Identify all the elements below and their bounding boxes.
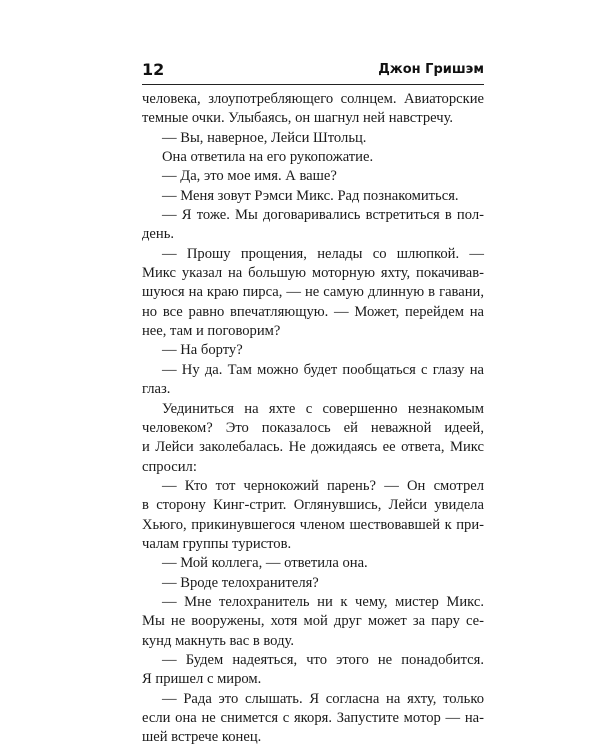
header-rule bbox=[142, 84, 484, 85]
text-line: Хьюго, прикинувшегося членом шествовавшей к при- bbox=[142, 516, 484, 533]
text-line: — Мне телохранитель ни к чему, мистер Микс. bbox=[162, 593, 484, 610]
text-line: — Рада это слышать. Я согласна на яхту, только bbox=[162, 690, 484, 707]
text-line: если она не снимется с якоря. Запустите мотор — на- bbox=[142, 710, 484, 726]
text-line: шуюся на краю пирса, — не самую длинную в гавани, bbox=[142, 284, 484, 301]
text-line: — На борту? bbox=[162, 342, 243, 359]
text-line: Уединиться на яхте с совершенно незнакомым bbox=[162, 400, 484, 417]
text-line: в сторону Кинг-стрит. Оглянувшись, Лейси увидела bbox=[142, 497, 484, 514]
text-line: и Лейси заколебалась. Не дожидаясь ее ответа, Микс bbox=[142, 439, 484, 456]
text-line: Мы не вооружены, хотя мой друг может за пару се- bbox=[142, 613, 484, 630]
text-line: день. bbox=[142, 226, 175, 243]
text-line: Микс указал на большую моторную яхту, покачивав- bbox=[142, 265, 484, 282]
body-text bbox=[142, 90, 484, 748]
text-line: — Я тоже. Мы договаривались встретиться в пол- bbox=[162, 207, 484, 224]
text-line: спросил: bbox=[142, 458, 197, 475]
text-line: чалам группы туристов. bbox=[142, 535, 292, 552]
text-line: Я пришел с миром. bbox=[142, 671, 262, 688]
text-line: — Ну да. Там можно будет пообщаться с глазу на bbox=[162, 361, 484, 378]
text-line: — Кто тот чернокожий парень? — Он смотрел bbox=[162, 477, 484, 494]
text-line: нее, там и поговорим? bbox=[142, 323, 281, 340]
page-header bbox=[142, 60, 484, 84]
text-line: кунд макнуть вас в воду. bbox=[142, 632, 294, 649]
text-line: шей встрече конец. bbox=[142, 729, 262, 746]
text-line: — Мой коллега, — ответила она. bbox=[162, 555, 368, 572]
text-line: — Прошу прощения, нелады со шлюпкой. — bbox=[162, 245, 484, 262]
text-line: но все равно впечатляющую. — Может, перейдем на bbox=[142, 303, 484, 320]
page-number: 12 bbox=[142, 60, 165, 79]
text-line: — Меня зовут Рэмси Микс. Рад познакомиться. bbox=[162, 187, 459, 204]
text-line: темные очки. Улыбаясь, он шагнул ней навстречу. bbox=[142, 110, 454, 127]
text-line: — Вроде телохранителя? bbox=[162, 574, 319, 591]
text-line: человеком? Это показалось ей неважной идеей, bbox=[142, 419, 484, 436]
text-line: Она ответила на его рукопожатие. bbox=[162, 149, 374, 166]
text-line: — Будем надеяться, что этого не понадобится. bbox=[162, 651, 484, 668]
text-line: — Да, это мое имя. А ваше? bbox=[162, 168, 337, 185]
running-head-author: Джон Гришэм bbox=[378, 62, 484, 77]
text-line: глаз. bbox=[142, 381, 171, 398]
text-line: человека, злоупотребляющего солнцем. Авиаторские bbox=[142, 91, 484, 107]
text-line: — Вы, наверное, Лейси Штольц. bbox=[162, 129, 367, 146]
